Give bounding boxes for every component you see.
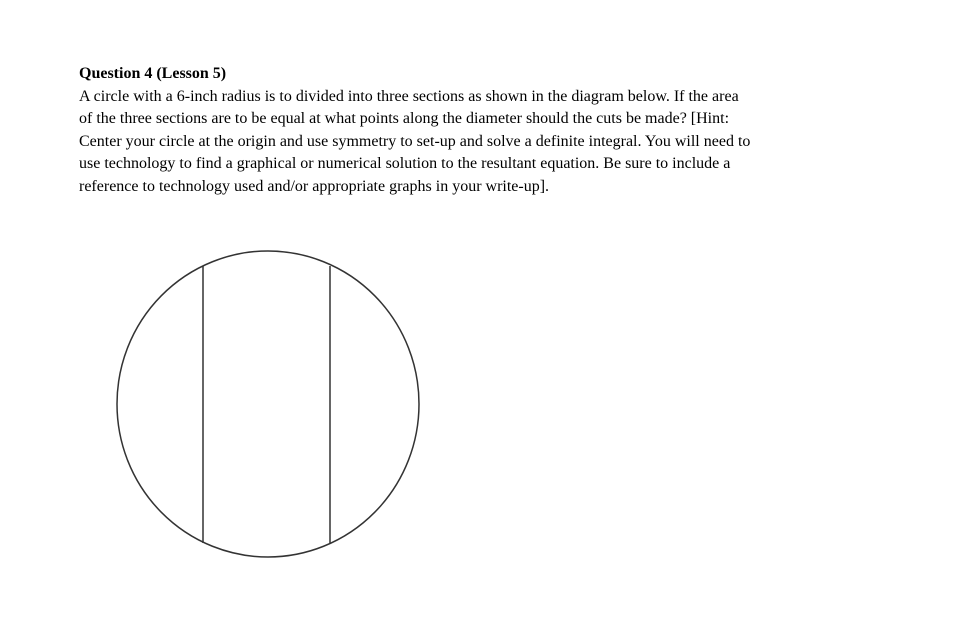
question-text-line-5: reference to technology used and/or appropriate graphs in your write-up]. (79, 177, 550, 195)
question-block (79, 63, 879, 198)
question-text-line-3: Center your circle at the origin and use symmetry to set-up and solve a definite integral. You will need to (79, 132, 751, 150)
circle-outline (117, 251, 419, 557)
question-title: Question 4 (Lesson 5) (79, 65, 227, 82)
circle-diagram (110, 248, 430, 564)
question-text-line-4: use technology to find a graphical or numerical solution to the resultant equation. Be sure to include a (79, 155, 731, 172)
question-text-line-2: of the three sections are to be equal at what points along the diameter should the cuts be made? [Hint: (79, 110, 730, 127)
question-text-line-1: A circle with a 6-inch radius is to divided into three sections as shown in the diagram below. If the area (79, 87, 739, 105)
